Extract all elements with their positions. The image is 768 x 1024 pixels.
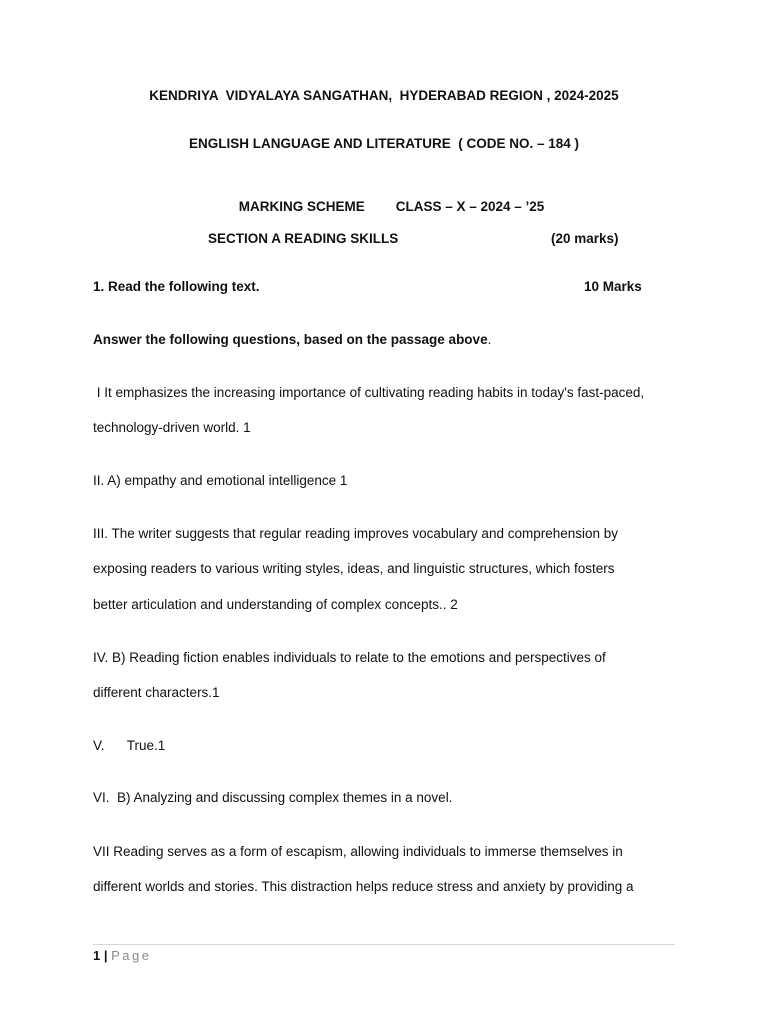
instruction-text: Answer the following questions, based on the passage above: [93, 332, 488, 347]
footer-page-label: Page: [111, 948, 152, 963]
answer-line: IV. B) Reading fiction enables individuals to relate to the emotions and perspectives of: [93, 650, 606, 665]
header-marking-scheme: MARKING SCHEME: [238, 199, 365, 214]
answer-line: V. True.1: [93, 738, 166, 753]
answer-line: II. A) empathy and emotional intelligence 1: [93, 473, 348, 488]
question-1-text: . Read the following text.: [100, 279, 260, 294]
answer-line: VII Reading serves as a form of escapism, allowing individuals to immerse themselves in: [93, 844, 623, 859]
header-class: CLASS – X – 2024 – ’25: [395, 199, 545, 214]
question-1-number: 1: [93, 279, 101, 294]
header-subject: ENGLISH LANGUAGE AND LITERATURE ( CODE NO. – 184 ): [188, 136, 580, 151]
answer-line: different worlds and stories. This distraction helps reduce stress and anxiety by providing a: [93, 879, 634, 894]
answer-line: exposing readers to various writing styles, ideas, and linguistic structures, which fosters: [93, 561, 615, 576]
header-organization: KENDRIYA VIDYALAYA SANGATHAN, HYDERABAD REGION , 2024-2025: [149, 88, 619, 103]
instruction-line: [93, 332, 693, 347]
question-1-marks: 10 Marks: [584, 279, 642, 294]
page-footer: [93, 948, 152, 963]
section-marks: (20 marks): [551, 231, 619, 246]
answer-line: different characters.1: [93, 685, 220, 700]
header-scheme-line: [0, 184, 768, 229]
answer-line: I It emphasizes the increasing importance of cultivating reading habits in today's fast-paced,: [93, 385, 645, 400]
answer-line: technology-driven world. 1: [93, 420, 251, 435]
section-title: SECTION A READING SKILLS: [208, 231, 399, 246]
answer-line: VI. B) Analyzing and discussing complex themes in a novel.: [93, 790, 453, 805]
footer-separator: |: [103, 948, 108, 963]
footer-divider: [93, 944, 675, 945]
instruction-period: .: [487, 332, 492, 347]
footer-page-number: 1: [93, 948, 101, 963]
answer-line: better articulation and understanding of complex concepts.. 2: [93, 597, 458, 612]
answer-line: III. The writer suggests that regular reading improves vocabulary and comprehension by: [93, 526, 619, 541]
